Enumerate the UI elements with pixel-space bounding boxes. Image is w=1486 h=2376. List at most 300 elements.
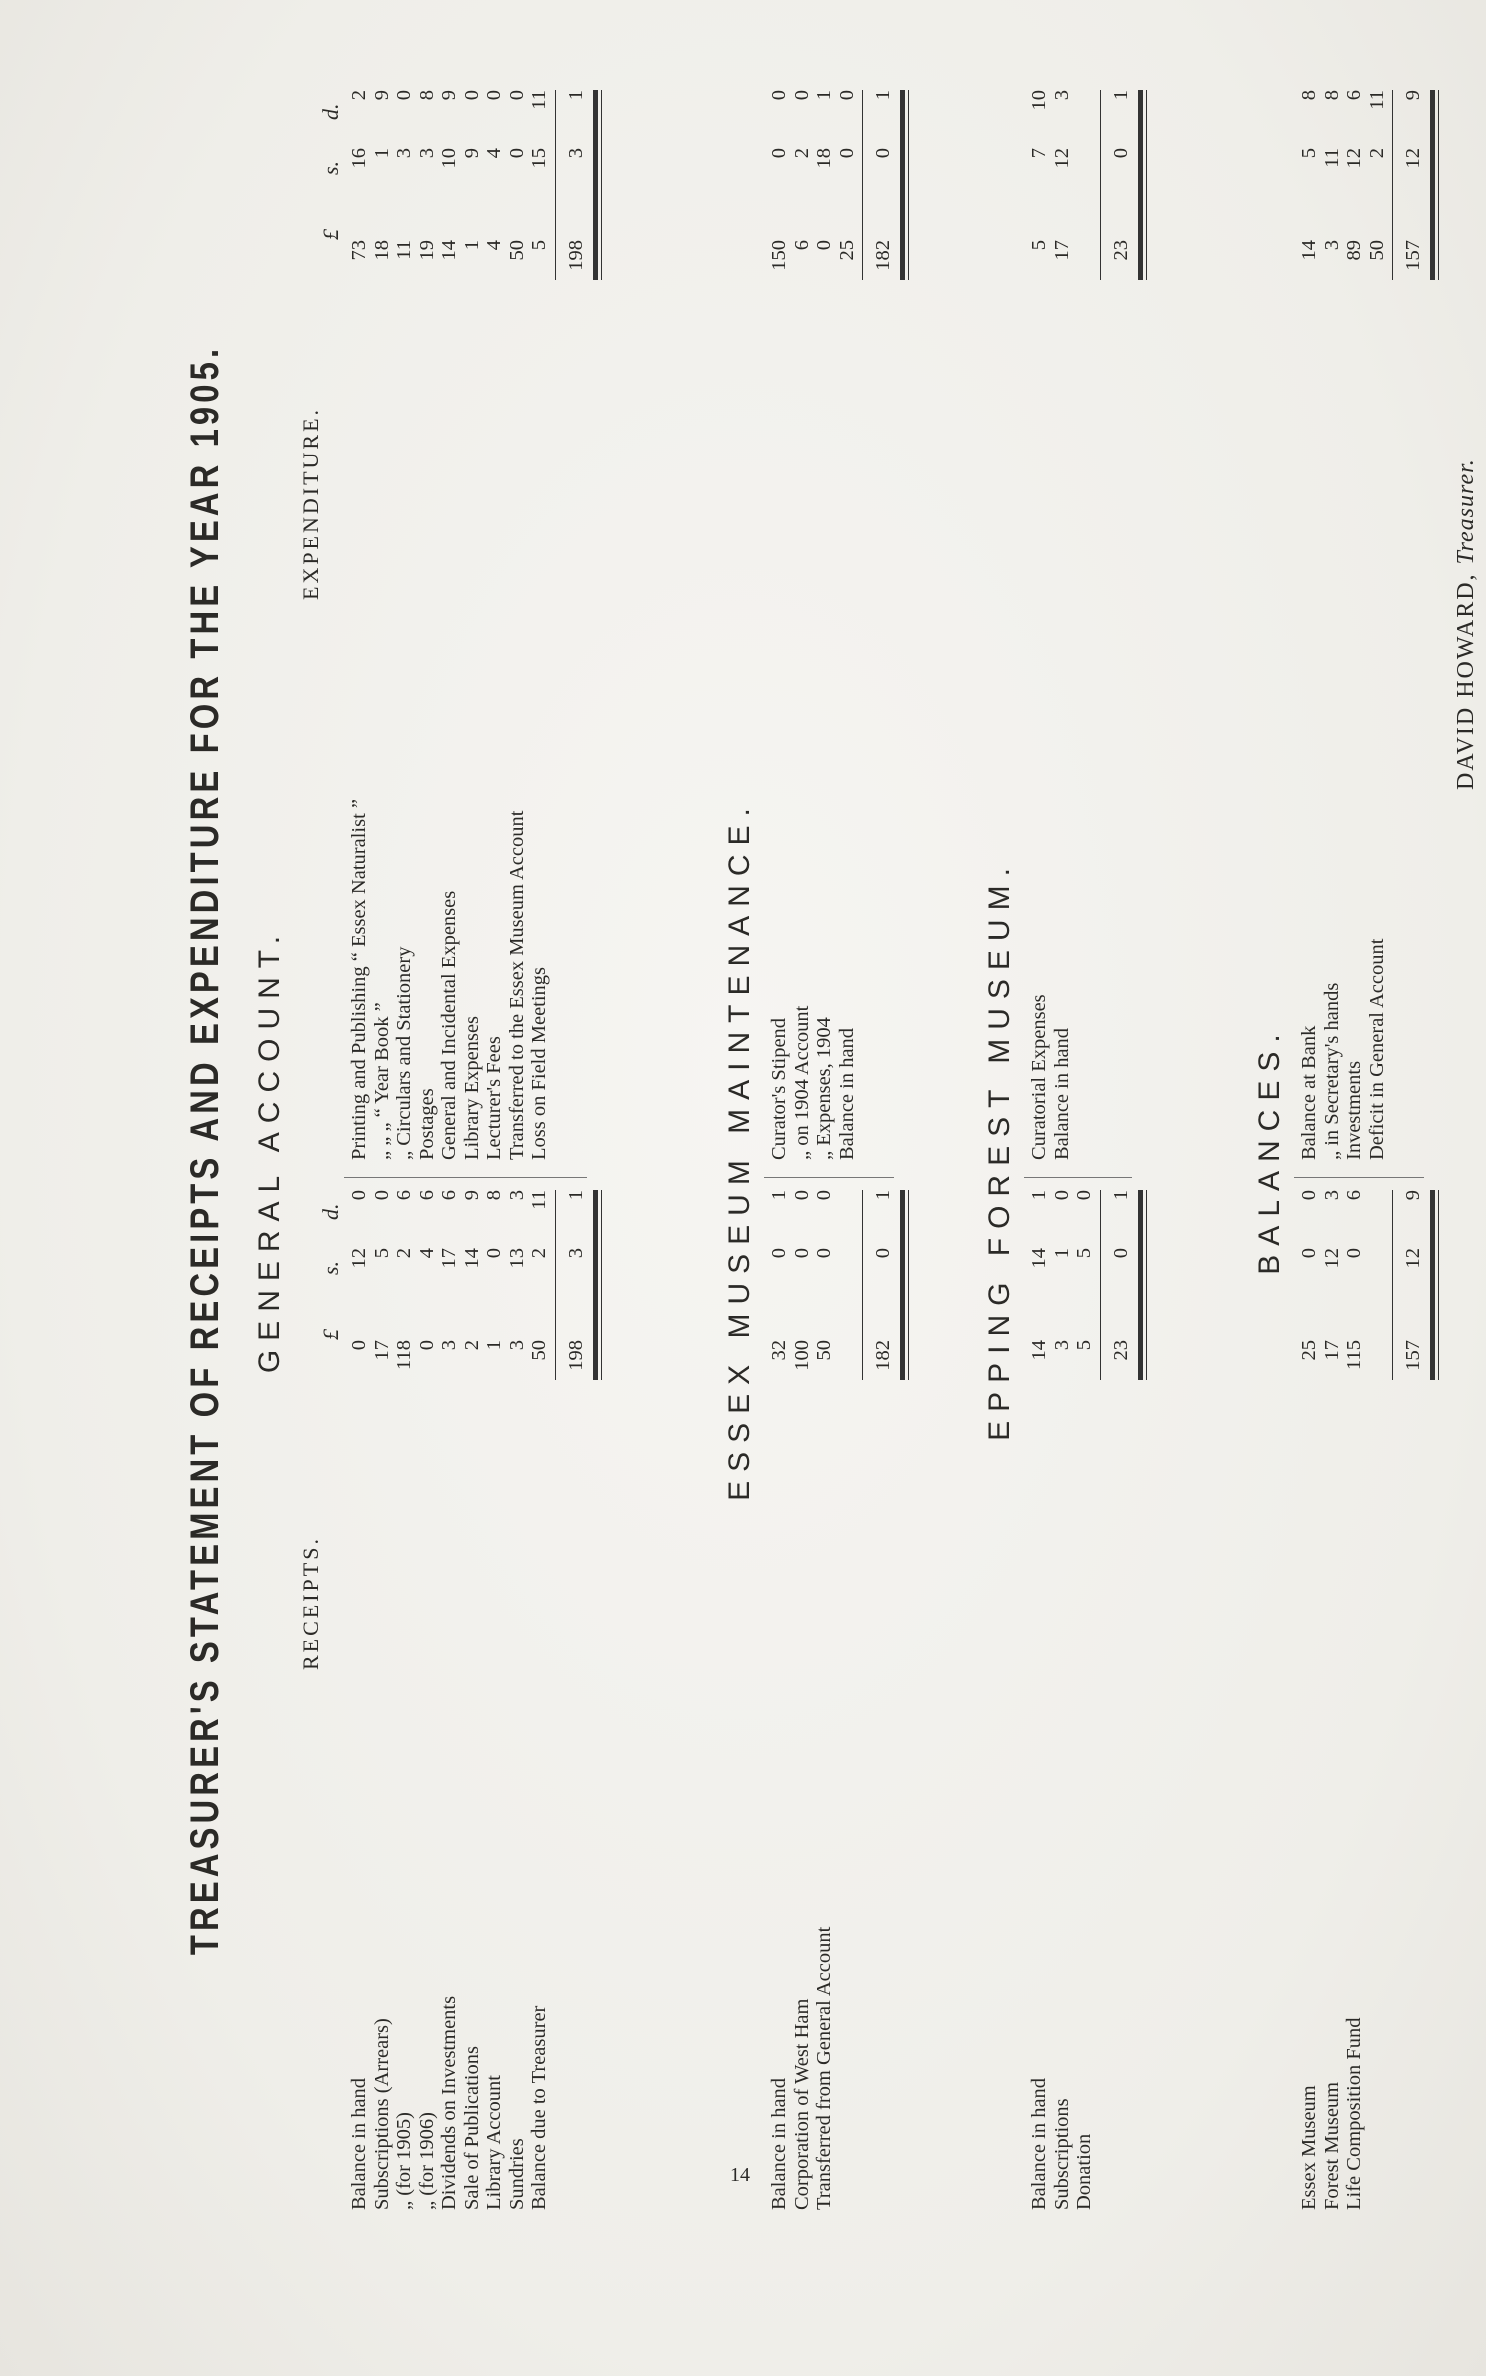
pounds-value: 150 (768, 240, 790, 271)
pence-value: 0 (370, 1190, 393, 1201)
shillings-value: 2 (790, 148, 813, 159)
total-pence: 1 (872, 90, 894, 101)
row-amount (483, 90, 505, 280)
total-amount (1402, 1190, 1424, 1380)
pounds-symbol: £ (318, 229, 343, 240)
shillings-value: 0 (1298, 1248, 1320, 1259)
receipts-row (1051, 1190, 1073, 2210)
pence-value: 0 (813, 1190, 835, 1201)
pence-value: 8 (415, 90, 438, 101)
shillings-value: 15 (528, 148, 550, 169)
shillings-value: 4 (415, 1248, 438, 1259)
pence-value: 6 (415, 1190, 438, 1201)
row-label: Curator's Stipend (768, 1017, 790, 1160)
column-divider (764, 1177, 894, 1178)
total-pounds: 198 (564, 240, 587, 271)
row-amount (813, 1190, 835, 1380)
pounds-value: 5 (528, 240, 550, 251)
shillings-value: 0 (813, 1248, 835, 1259)
total-row (565, 90, 587, 1160)
row-amount (1073, 1190, 1095, 1380)
pence-value: 0 (790, 1190, 813, 1201)
pence-value: 0 (348, 1190, 370, 1201)
expenditure-row (393, 90, 415, 1160)
double-rule-thin (601, 90, 602, 280)
double-rule-thin (601, 1190, 602, 1380)
row-amount (1366, 90, 1388, 280)
total-shillings: 3 (564, 1248, 587, 1259)
receipts-row (506, 1190, 528, 2210)
row-amount (768, 90, 790, 280)
total-row (1110, 1190, 1132, 2210)
total-shillings: 12 (1402, 148, 1424, 169)
sum-rule (1100, 90, 1101, 280)
total-amount (872, 90, 894, 280)
pence-value: 1 (813, 90, 835, 101)
shillings-value: 1 (370, 148, 393, 159)
shillings-symbol: s. (318, 160, 343, 175)
shillings-value: 2 (393, 1248, 415, 1259)
total-pounds: 157 (1402, 1340, 1424, 1371)
row-label: General and Incidental Expenses (438, 890, 460, 1160)
row-label: Balance in hand (1050, 1027, 1073, 1160)
row-label: „ Circulars and Stationery (393, 946, 415, 1160)
shillings-value: 0 (483, 1248, 505, 1259)
row-amount (528, 1190, 550, 1380)
pounds-value: 32 (768, 1340, 790, 1361)
row-label: Sale of Publications (460, 2046, 483, 2210)
pounds-value: 6 (790, 240, 813, 251)
pence-value: 0 (1050, 1190, 1073, 1201)
total-pounds: 157 (1402, 240, 1424, 271)
row-label: Donation (1073, 2133, 1095, 2210)
pence-symbol: d. (318, 103, 343, 120)
section-heading: EPPING FOREST MUSEUM. (983, 859, 1016, 1441)
page-number: 14 (730, 2164, 750, 2186)
receipts-header: RECEIPTS. (298, 1536, 323, 1670)
expenditure-row (1366, 90, 1388, 1160)
pence-value: 8 (1320, 90, 1343, 101)
expenditure-row (813, 90, 835, 1160)
row-label: „ on 1904 Account (790, 1005, 813, 1160)
total-pounds: 182 (872, 1340, 894, 1371)
pounds-value: 25 (835, 240, 858, 261)
shillings-value: 0 (768, 148, 790, 159)
pounds-value: 3 (1320, 240, 1343, 251)
total-amount (1402, 90, 1424, 280)
pounds-value: 17 (1320, 1340, 1343, 1361)
treasurer-role: Treasurer. (1453, 458, 1479, 565)
expenditure-row (836, 90, 858, 1160)
receipts-row (768, 1190, 790, 2210)
row-amount (371, 1190, 393, 1380)
expenditure-row (348, 90, 370, 1160)
double-rule (900, 90, 905, 280)
double-rule-thin (1146, 90, 1147, 280)
shillings-value: 1 (1050, 1248, 1073, 1259)
expenditure-row (1343, 90, 1365, 1160)
expenditure-row (528, 90, 550, 1160)
expenditure-row (1028, 90, 1050, 1160)
double-rule-thin (1438, 90, 1439, 280)
row-amount (348, 1190, 370, 1380)
row-amount (1298, 90, 1320, 280)
expenditure-header: EXPENDITURE. (298, 406, 323, 600)
pounds-value: 18 (370, 240, 393, 261)
pence-value: 9 (370, 90, 393, 101)
receipts-row (1298, 1190, 1320, 2210)
row-label: Printing and Publishing “ Essex Naturalist ” (348, 799, 370, 1160)
row-amount (416, 1190, 438, 1380)
pounds-value: 11 (393, 240, 415, 260)
total-shillings: 0 (1109, 1248, 1132, 1259)
expenditure-row (483, 90, 505, 1160)
pounds-value: 50 (505, 240, 528, 261)
pounds-value: 50 (813, 1340, 835, 1361)
row-amount (1321, 1190, 1343, 1380)
pence-value: 3 (505, 1190, 528, 1201)
receipts-row (371, 1190, 393, 2210)
pence-symbol: d. (318, 1203, 343, 1220)
row-amount (506, 1190, 528, 1380)
row-label: Balance in hand (835, 1027, 858, 1160)
row-amount (1028, 1190, 1050, 1380)
row-label: Balance due to Treasurer (528, 2005, 550, 2210)
shillings-symbol: s. (318, 1260, 343, 1275)
row-amount (528, 90, 550, 280)
pence-value: 9 (460, 1190, 483, 1201)
expenditure-row (1298, 90, 1320, 1160)
pounds-value: 0 (813, 240, 835, 251)
pounds-value: 2 (460, 1340, 483, 1351)
row-amount (461, 1190, 483, 1380)
receipts-row (1073, 1190, 1095, 2210)
pence-value: 0 (460, 90, 483, 101)
expenditure-row (461, 90, 483, 1160)
row-label: Library Expenses (460, 1015, 483, 1160)
double-rule (1138, 90, 1143, 280)
double-rule (1138, 1190, 1143, 1380)
pence-value: 11 (1365, 90, 1388, 110)
total-row (1402, 90, 1424, 1160)
double-rule-thin (1438, 1190, 1439, 1380)
pounds-value: 89 (1343, 240, 1365, 261)
double-rule-thin (1146, 1190, 1147, 1380)
total-shillings: 12 (1402, 1248, 1424, 1269)
treasurer-name: DAVID HOWARD, (1453, 572, 1479, 790)
pounds-value: 50 (1365, 240, 1388, 261)
shillings-value: 0 (1343, 1248, 1365, 1259)
sum-rule (862, 90, 863, 280)
row-label: Dividends on Investments (438, 1995, 460, 2210)
shillings-value: 0 (505, 148, 528, 159)
total-amount (872, 1190, 894, 1380)
expenditure-row (1051, 90, 1073, 1160)
pence-value: 2 (348, 90, 370, 101)
pounds-value: 115 (1343, 1340, 1365, 1370)
row-amount (791, 90, 813, 280)
pounds-value: 3 (1050, 1340, 1073, 1351)
row-label: Curatorial Expenses (1028, 994, 1050, 1160)
pence-value: 0 (768, 90, 790, 101)
shillings-value: 4 (483, 148, 505, 159)
row-label: „ „ „ “ Year Book ” (370, 1002, 393, 1160)
total-pounds: 198 (564, 1340, 587, 1371)
row-amount (438, 1190, 460, 1380)
row-label: Corporation of West Ham (790, 1998, 813, 2210)
shillings-value: 11 (1320, 148, 1343, 168)
row-amount (791, 1190, 813, 1380)
double-rule (1430, 90, 1435, 280)
shillings-value: 10 (438, 148, 460, 169)
shillings-value: 14 (1028, 1248, 1050, 1269)
shillings-value: 12 (348, 1248, 370, 1269)
row-amount (1343, 90, 1365, 280)
expenditure-row (438, 90, 460, 1160)
sum-rule (555, 1190, 556, 1380)
expenditure-row (791, 90, 813, 1160)
pounds-value: 0 (415, 1340, 438, 1351)
pence-value: 8 (1298, 90, 1320, 101)
pence-value: 6 (1343, 1190, 1365, 1201)
row-label: Balance in hand (768, 2077, 790, 2210)
pence-value: 6 (393, 1190, 415, 1201)
double-rule (1430, 1190, 1435, 1380)
statement-title: TREASURER'S STATEMENT OF RECEIPTS AND EXPENDITURE FOR THE YEAR 1905. (183, 344, 227, 1956)
section-heading: GENERAL ACCOUNT. (253, 926, 286, 1374)
shillings-value: 12 (1343, 148, 1365, 169)
total-pence: 1 (1109, 1190, 1132, 1201)
pounds-value: 14 (438, 240, 460, 261)
column-divider (1294, 1177, 1424, 1178)
receipts-row (791, 1190, 813, 2210)
column-divider (1024, 1177, 1132, 1178)
row-label: Postages (415, 1088, 438, 1160)
row-label: Library Account (483, 2075, 505, 2210)
row-amount (1321, 90, 1343, 280)
total-row (565, 1190, 587, 2210)
row-label: Balance in hand (348, 2077, 370, 2210)
receipts-row (1028, 1190, 1050, 2210)
total-pounds: 182 (872, 240, 894, 271)
pence-value: 6 (1343, 90, 1365, 101)
row-amount (1051, 1190, 1073, 1380)
sum-rule (1392, 1190, 1393, 1380)
double-rule (593, 90, 598, 280)
shillings-value: 18 (813, 148, 835, 169)
total-amount (1110, 1190, 1132, 1380)
pence-value: 8 (483, 1190, 505, 1201)
pence-value: 0 (1073, 1190, 1095, 1201)
total-amount (1110, 90, 1132, 280)
pence-value: 1 (1028, 1190, 1050, 1201)
total-pence: 1 (1109, 90, 1132, 101)
pence-value: 0 (505, 90, 528, 101)
row-label: „ in Secretary's hands (1320, 982, 1343, 1160)
row-amount (393, 90, 415, 280)
shillings-value: 17 (438, 1248, 460, 1269)
receipts-row (461, 1190, 483, 2210)
pence-value: 0 (790, 90, 813, 101)
row-amount (813, 90, 835, 280)
shillings-value: 2 (1365, 148, 1388, 159)
shillings-value: 14 (460, 1248, 483, 1269)
shillings-value: 3 (393, 148, 415, 159)
pence-value: 1 (768, 1190, 790, 1201)
total-row (1110, 90, 1132, 1160)
pounds-value: 14 (1298, 240, 1320, 261)
pounds-value: 3 (438, 1340, 460, 1351)
pounds-value: 118 (393, 1340, 415, 1370)
total-amount (565, 90, 587, 280)
expenditure-row (1321, 90, 1343, 1160)
double-rule (593, 1190, 598, 1380)
pence-value: 3 (1050, 90, 1073, 101)
pence-value: 0 (1298, 1190, 1320, 1201)
total-pence: 1 (872, 1190, 894, 1201)
row-amount (1051, 90, 1073, 280)
row-amount (1343, 1190, 1365, 1380)
expenditure-row (506, 90, 528, 1160)
pounds-value: 0 (348, 1340, 370, 1351)
shillings-value: 0 (768, 1248, 790, 1259)
pounds-value: 1 (483, 1340, 505, 1351)
row-label: Transferred from General Account (813, 1926, 835, 2210)
pence-value: 6 (438, 1190, 460, 1201)
receipts-row (348, 1190, 370, 2210)
shillings-value: 16 (348, 148, 370, 169)
row-amount (836, 90, 858, 280)
pence-value: 0 (483, 90, 505, 101)
pence-value: 0 (835, 90, 858, 101)
section-heading: ESSEX MUSEUM MAINTENANCE. (723, 799, 756, 1501)
column-divider (344, 1177, 587, 1178)
pounds-value: 17 (1050, 240, 1073, 261)
total-shillings: 0 (872, 1248, 894, 1259)
row-label: Essex Museum (1298, 2085, 1320, 2210)
row-label: „ (for 1905) (393, 2112, 415, 2210)
receipts-row (393, 1190, 415, 2210)
pounds-value: 50 (528, 1340, 550, 1361)
pounds-value: 4 (483, 240, 505, 251)
pounds-value: 25 (1298, 1340, 1320, 1361)
receipts-row (438, 1190, 460, 2210)
pounds-value: 1 (460, 240, 483, 251)
double-rule-thin (908, 1190, 909, 1380)
sum-rule (1100, 1190, 1101, 1380)
row-amount (461, 90, 483, 280)
pounds-value: 14 (1028, 1340, 1050, 1361)
shillings-value: 2 (528, 1248, 550, 1259)
row-amount (371, 90, 393, 280)
total-pence: 1 (564, 1190, 587, 1201)
receipts-row (1321, 1190, 1343, 2210)
total-pence: 9 (1402, 90, 1424, 101)
shillings-value: 5 (1298, 148, 1320, 159)
pounds-symbol: £ (318, 1329, 343, 1340)
pence-value: 0 (393, 90, 415, 101)
row-amount (1298, 1190, 1320, 1380)
shillings-value: 7 (1028, 148, 1050, 159)
total-pounds: 23 (1109, 1340, 1132, 1361)
row-amount (768, 1190, 790, 1380)
double-rule (900, 1190, 905, 1380)
row-label: „ (for 1906) (415, 2112, 438, 2210)
receipts-row (528, 1190, 550, 2210)
total-shillings: 0 (1109, 148, 1132, 159)
total-shillings: 3 (564, 148, 587, 159)
total-amount (565, 1190, 587, 1380)
pounds-value: 3 (505, 1340, 528, 1351)
row-label: Forest Museum (1320, 2081, 1343, 2210)
shillings-value: 12 (1050, 148, 1073, 169)
pence-value: 3 (1320, 1190, 1343, 1201)
row-label: Deficit in General Account (1365, 938, 1388, 1160)
row-label: Loss on Field Meetings (528, 966, 550, 1160)
total-pence: 9 (1402, 1190, 1424, 1201)
row-amount (416, 90, 438, 280)
row-amount (393, 1190, 415, 1380)
row-amount (348, 90, 370, 280)
pence-value: 11 (528, 90, 550, 110)
receipts-row (813, 1190, 835, 2210)
shillings-value: 0 (835, 148, 858, 159)
expenditure-row (768, 90, 790, 1160)
treasurer-signature (1453, 458, 1480, 790)
shillings-value: 0 (790, 1248, 813, 1259)
pounds-value: 5 (1028, 240, 1050, 251)
shillings-value: 5 (370, 1248, 393, 1259)
double-rule-thin (908, 90, 909, 280)
rotated-statement (183, 50, 1486, 2250)
row-label: Sundries (505, 2138, 528, 2210)
sum-rule (1392, 90, 1393, 280)
pounds-value: 5 (1073, 1340, 1095, 1351)
row-label: Life Composition Fund (1343, 2017, 1365, 2210)
row-label: Subscriptions (1050, 2098, 1073, 2210)
total-pence: 1 (564, 90, 587, 101)
section-heading: BALANCES. (1253, 1025, 1286, 1275)
expenditure-row (371, 90, 393, 1160)
row-label: Balance in hand (1028, 2077, 1050, 2210)
pounds-value: 73 (348, 240, 370, 261)
total-row (1402, 1190, 1424, 2210)
row-amount (506, 90, 528, 280)
total-row (872, 1190, 894, 2210)
receipts-row (1343, 1190, 1365, 2210)
sum-rule (555, 90, 556, 280)
row-label: Transferred to the Essex Museum Account (505, 810, 528, 1160)
row-label: Investments (1343, 1060, 1365, 1160)
row-amount (438, 90, 460, 280)
row-label: Lecturer's Fees (483, 1036, 505, 1160)
sum-rule (862, 1190, 863, 1380)
row-amount (1028, 90, 1050, 280)
pounds-value: 17 (370, 1340, 393, 1361)
total-row (872, 90, 894, 1160)
shillings-value: 13 (505, 1248, 528, 1269)
total-shillings: 0 (872, 148, 894, 159)
shillings-value: 9 (460, 148, 483, 159)
shillings-value: 3 (415, 148, 438, 159)
row-label: Balance at Bank (1298, 1025, 1320, 1160)
row-amount (483, 1190, 505, 1380)
shillings-value: 5 (1073, 1248, 1095, 1259)
pence-value: 10 (1028, 90, 1050, 111)
expenditure-row (416, 90, 438, 1160)
pence-value: 11 (528, 1190, 550, 1210)
pounds-value: 100 (790, 1340, 813, 1371)
